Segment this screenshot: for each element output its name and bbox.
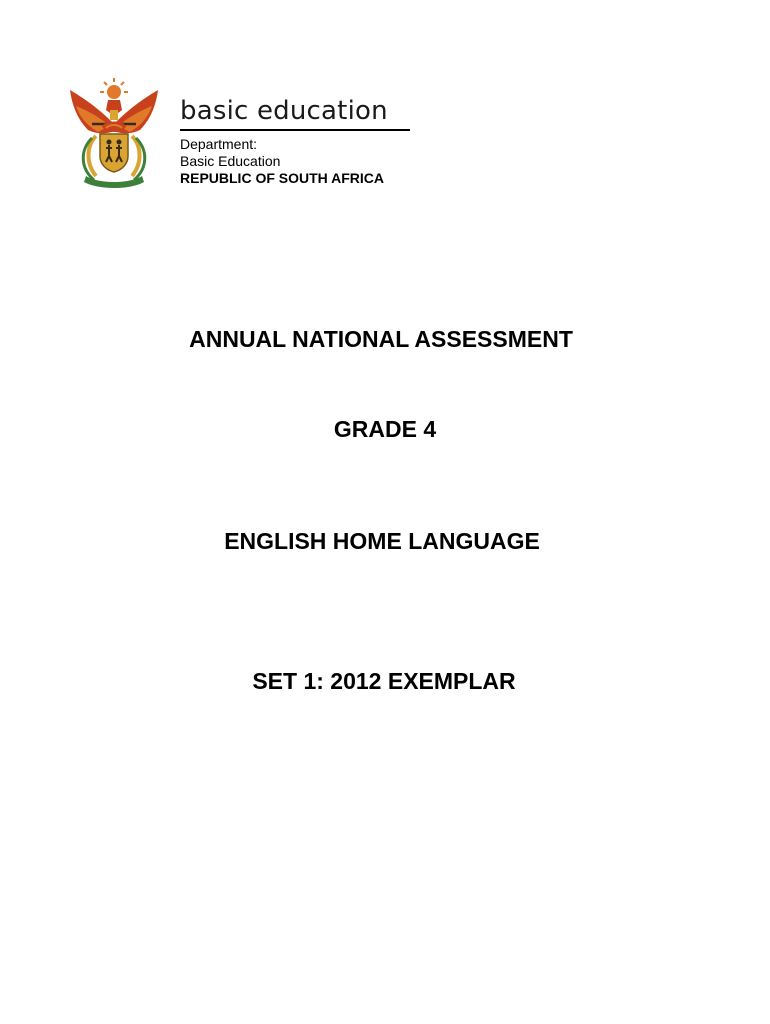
department-text-block <box>180 96 420 187</box>
department-name: Basic Education <box>180 153 281 169</box>
set-title: SET 1: 2012 EXEMPLAR <box>252 668 516 694</box>
assessment-title: ANNUAL NATIONAL ASSESSMENT <box>189 326 573 352</box>
brand-divider <box>180 129 410 131</box>
department-header <box>66 76 426 191</box>
subject-title: ENGLISH HOME LANGUAGE <box>224 528 540 554</box>
department-label: Department: <box>180 136 258 152</box>
coat-of-arms-icon <box>66 76 162 188</box>
brand-name: basic education <box>180 96 388 126</box>
grade-title: GRADE 4 <box>333 416 437 442</box>
country-name: REPUBLIC OF SOUTH AFRICA <box>180 170 385 186</box>
